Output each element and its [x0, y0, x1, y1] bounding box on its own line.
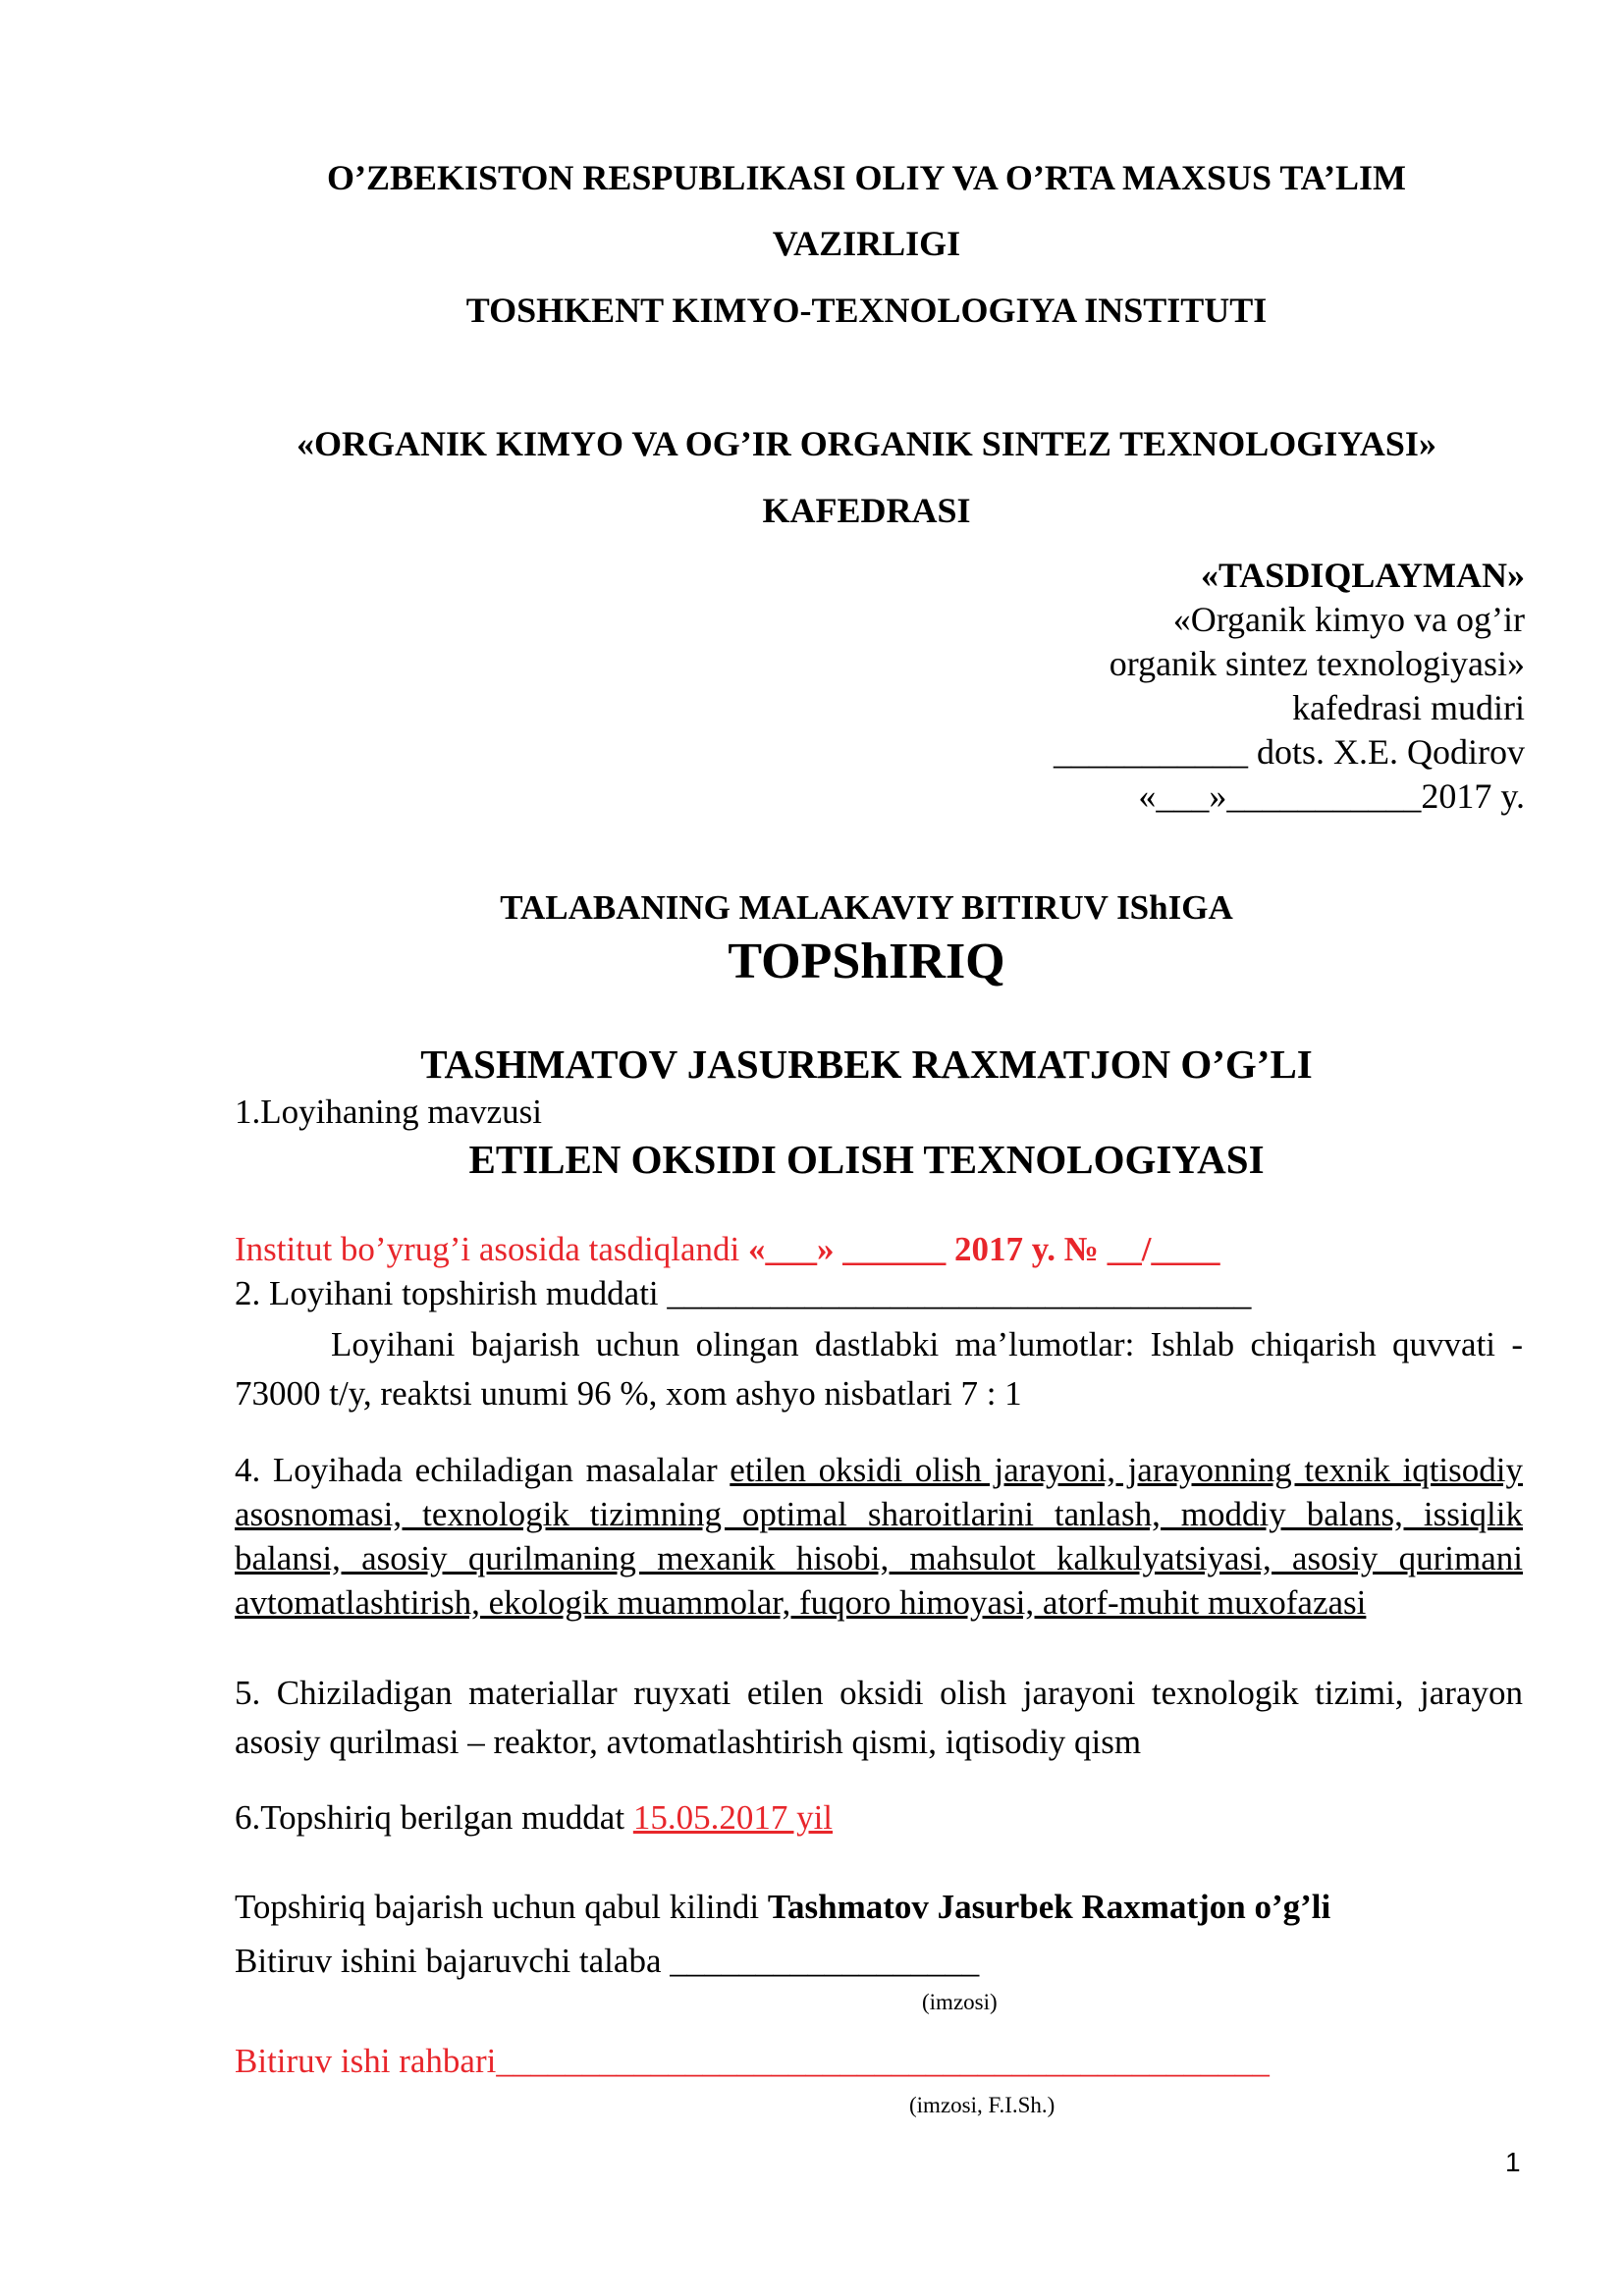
order-text: Institut bo’yrug’i asosida tasdiqlandi [235, 1230, 748, 1268]
deadline-line [235, 1274, 1251, 1313]
approval-date-line: «___»___________2017 y. [1138, 776, 1525, 816]
accepted-label: Topshiriq bajarish uchun qabul kilindi [235, 1888, 768, 1926]
student-signature-label: Bitiruv ishini bajaruvchi talaba [235, 1942, 671, 1980]
department-line-1: «ORGANIK KIMYO VA OG’IR ORGANIK SINTEZ TEXNOLOGIYASI» [297, 424, 1436, 463]
accepted-name: Tashmatov Jasurbek Raxmatjon o’g’li [767, 1888, 1331, 1926]
approval-line-2: organik sintez texnologiyasi» [1109, 644, 1525, 683]
order-line [235, 1230, 1219, 1269]
item-6-line [235, 1798, 833, 1838]
accepted-line [235, 1888, 1330, 1927]
supervisor-signature-caption: (imzosi, F.I.Sh.) [909, 2093, 1056, 2117]
item-5-paragraph: 5. Chiziladigan materiallar ruyxati etilen oksidi olish jarayoni texnologik tizimi, jarayon asosiy qurilmasi – reaktor, avtomatlashtirish qismi, iqtisodiy qism [235, 1674, 1523, 1761]
institute-name: TOSHKENT KIMYO-TEXNOLOGIYA INSTITUTI [465, 291, 1268, 330]
assignment-title: TOPShIRIQ [728, 934, 1005, 989]
order-fields: «___» ______ 2017 y. № __/____ [747, 1230, 1220, 1268]
student-name: TASHMATOV JASURBEK RAXMATJON O’G’LI [420, 1041, 1313, 1087]
approval-line-3: kafedrasi mudiri [1292, 688, 1525, 727]
student-signature-line [235, 1942, 979, 1981]
assignment-subtitle: TALABANING MALAKAVIY BITIRUV IShIGA [500, 888, 1233, 927]
approval-line-1: «Organik kimyo va og’ir [1172, 600, 1525, 639]
item-6-label: 6.Topshiriq berilgan muddat [235, 1798, 633, 1837]
page-number: 1 [1505, 2147, 1521, 2177]
item-4-paragraph [235, 1448, 1523, 1625]
ministry-line-2: VAZIRLIGI [772, 224, 961, 263]
department-line-2: KAFEDRASI [762, 491, 971, 530]
ministry-line-1: O’ZBEKISTON RESPUBLIKASI OLIY VA O’RTA MAXSUS TA’LIM [326, 158, 1406, 197]
initial-data-paragraph: Loyihani bajarish uchun olingan dastlabki ma’lumotlar: Ishlab chiqarish quvvati - 73000 t/y, reaktsi unumi 96 %, xom ashyo nisbatlari 7 : 1 [235, 1325, 1523, 1413]
deadline-blank: __________________________________ [667, 1274, 1252, 1312]
student-signature-blank: __________________ [670, 1942, 980, 1980]
student-signature-caption: (imzosi) [922, 1990, 998, 2014]
item-4-label: 4. Loyihada echiladigan masalalar [235, 1451, 731, 1489]
topic-label: 1.Loyihaning mavzusi [235, 1093, 543, 1131]
supervisor-label: Bitiruv ishi rahbari [235, 2042, 497, 2080]
supervisor-blank: _____________________________________________ [496, 2042, 1270, 2080]
item-4-text: etilen oksidi olish jarayoni, jarayonning texnik iqtisodiy asosnomasi, texnologik tizimning optimal sharoitlarini tanlash, moddiy balans, issiqlik balansi, asosiy qurilmaning mexanik hisobi, mahsulot kalkulyatsiyasi, asosiy qurimani avtomatlashtirish, ekologik muammolar, fuqoro himoyasi, atorf-muhit muxofazasi [235, 1451, 1523, 1622]
item-6-date: 15.05.2017 yil [632, 1798, 834, 1837]
topic-title: ETILEN OKSIDI OLISH TEXNOLOGIYASI [468, 1137, 1265, 1182]
approval-title: «TASDIQLAYMAN» [1200, 556, 1525, 595]
supervisor-line [235, 2042, 1270, 2081]
deadline-label: 2. Loyihani topshirish muddati [235, 1274, 668, 1312]
approval-signature-line: ___________ dots. X.E. Qodirov [1054, 732, 1525, 772]
